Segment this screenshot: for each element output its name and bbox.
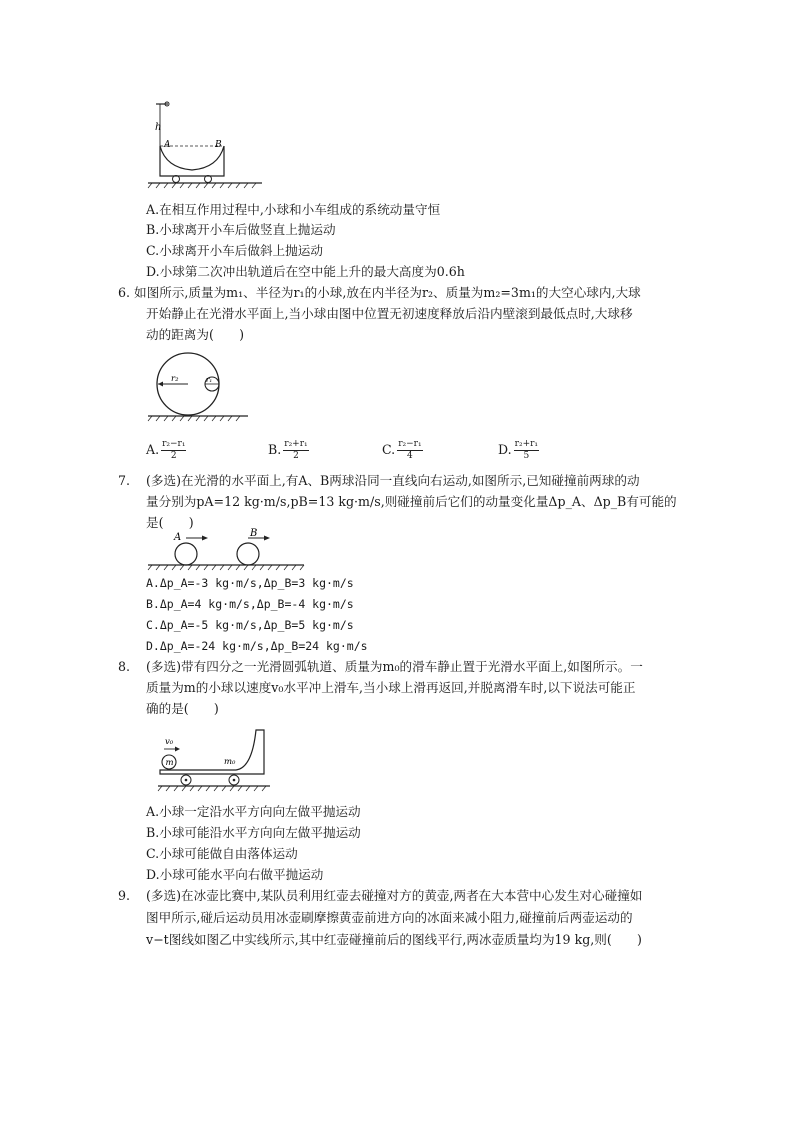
q8-line-3: 确的是( ) [146,701,219,716]
q6-option-c-letter: C. [382,442,396,457]
q6-option-b [268,439,309,462]
q6-label-r1: r₁ [206,376,213,384]
q7-line-3: 是( ) [146,515,194,530]
q7-option-b: B.Δp_A=4 kg·m/s,Δp_B=-4 kg·m/s [146,597,354,611]
q6-number: 6. [118,285,131,300]
q7-line-1: (多选)在光滑的水平面上,有A、B两球沿同一直线向右运动,如图所示,已知碰撞前两球的动 [146,473,640,488]
q7-number: 7. [118,473,131,488]
q7-figure-two-balls [146,528,308,574]
q8-option-b: B.小球可能沿水平方向向左做平抛运动 [146,825,361,840]
q6-option-a [146,439,186,462]
q6-option-c-fraction [397,439,422,462]
q8-label-m: m [165,758,174,768]
q7-label-a: A [174,532,182,543]
q7-option-d: D.Δp_A=-24 kg·m/s,Δp_B=24 kg·m/s [146,639,368,653]
q6-option-d [498,439,539,462]
q8-line-2: 质量为m的小球以速度v₀水平冲上滑车,当小球上滑再返回,并脱离滑车时,以下说法可能正 [146,680,636,695]
q8-label-v0: v₀ [165,737,174,747]
q9-line-3: v−t图线如图乙中实线所示,其中红壶碰撞前后的图线平行,两冰壶质量均为19 kg,则( ) [146,932,642,947]
q6-option-c-den: 4 [407,451,413,461]
q6-option-b-fraction [283,439,308,462]
q9-line-2: 图甲所示,碰后运动员用冰壶刷摩擦黄壶前进方向的冰面来减小阻力,碰撞前后两壶运动的 [146,910,633,925]
q9-number: 9. [118,888,131,903]
q6-option-a-num: r₂−r₁ [162,439,186,449]
q5-option-a: A.在相互作用过程中,小球和小车组成的系统动量守恒 [146,202,441,217]
q8-option-c: C.小球可能做自由落体运动 [146,846,298,861]
q5-label-h: h [155,122,162,133]
q6-line-2: 开始静止在光滑水平面上,当小球由图中位置无初速度释放后沿内壁滚到最低点时,大球移 [146,306,633,321]
q8-option-a: A.小球一定沿水平方向向左做平抛运动 [146,804,361,819]
q6-line-3: 动的距离为( ) [146,327,244,342]
q8-number: 8. [118,659,131,674]
q7-label-b: B [250,528,258,539]
q8-label-m0: m₀ [224,757,236,767]
q6-option-d-den: 5 [523,451,530,461]
q5-label-b: B [215,140,222,150]
q6-option-d-num: r₂+r₁ [514,439,539,449]
q6-option-b-den: 2 [293,451,299,461]
q6-option-a-den: 2 [170,451,177,461]
q6-option-c-num: r₂−r₁ [398,439,422,449]
q6-line-1: 如图所示,质量为m₁、半径为r₁的小球,放在内半径为r₂、质量为m₂=3m₁的大空心球内,大球 [134,285,641,300]
q6-option-a-letter: A. [146,442,160,457]
q6-option-b-letter: B. [268,442,282,457]
q6-label-r2: r₂ [171,374,179,384]
q8-line-1: (多选)带有四分之一光滑圆弧轨道、质量为m₀的滑车静止置于光滑水平面上,如图所示。一 [146,659,643,674]
q6-figure-spheres [146,350,252,422]
q6-option-b-num: r₂+r₁ [284,439,308,449]
q5-option-b: B.小球离开小车后做竖直上抛运动 [146,222,336,237]
q5-option-c: C.小球离开小车后做斜上抛运动 [146,243,323,258]
q8-figure-sled-arc [156,722,272,798]
q5-figure-cart-track [146,100,266,192]
q7-option-a: A.Δp_A=-3 kg·m/s,Δp_B=3 kg·m/s [146,576,354,590]
q7-option-c: C.Δp_A=-5 kg·m/s,Δp_B=5 kg·m/s [146,618,354,632]
q6-option-c [382,439,423,462]
q5-option-d: D.小球第二次冲出轨道后在空中能上升的最大高度为0.6h [146,264,465,279]
q6-option-a-fraction [161,439,186,462]
q8-option-d: D.小球可能水平向右做平抛运动 [146,867,324,882]
q5-label-a: A [164,140,171,150]
q6-option-d-fraction [514,439,539,462]
q6-option-d-letter: D. [498,442,512,457]
q9-line-1: (多选)在冰壶比赛中,某队员利用红壶去碰撞对方的黄壶,两者在大本营中心发生对心碰撞如 [146,888,643,903]
q7-line-2: 量分别为pA=12 kg·m/s,pB=13 kg·m/s,则碰撞前后它们的动量变化量Δp_A、Δp_B有可能的 [146,494,677,509]
